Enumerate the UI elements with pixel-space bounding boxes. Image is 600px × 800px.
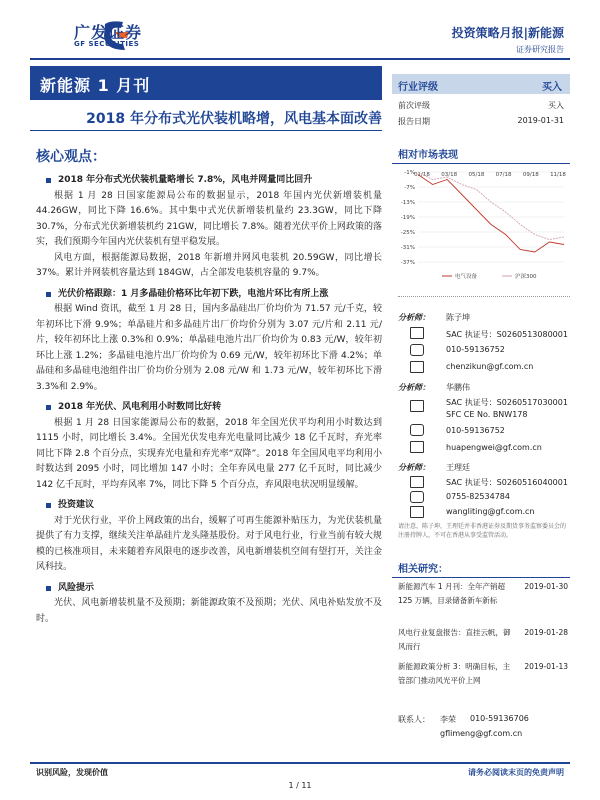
x-tick-label: 01/18 xyxy=(414,172,430,178)
rating-label: 行业评级 xyxy=(398,82,438,93)
phone-icon xyxy=(410,424,424,436)
analyst-phone: 010-59136752 xyxy=(446,345,505,354)
report-date-label: 报告日期 xyxy=(398,117,430,126)
related-item-date: 2019-01-13 xyxy=(524,662,568,671)
footer-disclaimer: 请务必阅读末页的免责声明 xyxy=(468,768,564,777)
core-views-body xyxy=(36,168,382,627)
id-card-icon xyxy=(410,476,424,488)
market-title: 相对市场表现 xyxy=(392,146,570,164)
analyst-name: 王理廷 xyxy=(446,463,470,472)
analyst-id: SAC 执证号：S0260513080001 xyxy=(446,330,568,339)
related-item-date: 2019-01-30 xyxy=(524,582,568,591)
contact-email[interactable]: gflimeng@gf.com.cn xyxy=(440,729,523,738)
contact-name: 李荣 xyxy=(440,715,456,724)
y-tick-label: -7% xyxy=(404,185,415,191)
section-heading: 风险提示 xyxy=(36,581,382,597)
report-date-value: 2019-01-31 xyxy=(517,116,564,125)
id-card-icon xyxy=(410,400,424,412)
report-title: 新能源 1 月刊 xyxy=(40,76,151,95)
analyst-role: 分析师： xyxy=(398,463,430,472)
analyst-email[interactable]: wangliting@gf.com.cn xyxy=(446,507,535,516)
x-tick-label: 09/18 xyxy=(522,172,539,178)
phone-icon xyxy=(410,344,424,356)
section-paragraph: 根据 Wind 资讯，截至 1 月 28 日，国内多晶硅出厂价均价为 71.57 元/千克，较年初环比下滑 9.9%；单晶硅片和多晶硅片出厂价均价分别为 3.07 元/片和 2.11 元/片，较年初环比上涨 0.3%和 0.9%；单晶硅电池片出厂价均价为 0.83 元/W，较年初环比上涨 1.2%；多晶硅电池片出厂价均价为 0.69 元/W，较年初环比下滑 4.2%；单晶硅和多晶硅电池组件出厂价均价分别为 2.08 元/W 和 1.73 元/W，较年初环比下滑 3.3%和 2.9%。 xyxy=(36,304,382,392)
related-item[interactable] xyxy=(398,580,568,608)
contact-phone: 010-59136706 xyxy=(470,714,529,723)
analyst-email[interactable]: chenzikun@gf.com.cn xyxy=(446,362,534,371)
related-research-title: 相关研究： xyxy=(392,560,570,578)
phone-icon xyxy=(410,491,424,503)
analyst-phone: 0755-82534784 xyxy=(446,492,510,501)
core-views-title: 核心观点： xyxy=(36,149,106,165)
section-heading: 投资建议 xyxy=(36,498,382,514)
related-item[interactable] xyxy=(398,626,568,654)
related-item[interactable] xyxy=(398,660,568,688)
section-paragraph: 根据 1 月 28 日国家能源局公布的数据显示，2018 年国内光伏新增装机量 44.26GW，同比下降 16.6%。其中集中式光伏新增装机量约 23.3GW，同比下降 30.7%，分布式光伏新增装机约 21GW，同比增长 7.8%。随着光伏平价上网政策的落实，我们预期今年国内光伏装机有望平稳发展。 xyxy=(36,190,382,247)
related-item-date: 2019-01-28 xyxy=(524,628,568,637)
analyst-id: SAC 执证号：S0260516040001 xyxy=(446,478,568,487)
divider xyxy=(398,296,570,297)
report-date-row xyxy=(398,116,564,127)
logo-text-cn: 广发证券 xyxy=(74,23,143,42)
logo-text-en: GF SECURITIES xyxy=(74,40,140,48)
x-tick-label: 03/18 xyxy=(441,172,458,178)
y-tick-label: -19% xyxy=(400,215,415,221)
analyst-name: 陈子坤 xyxy=(446,313,470,322)
section-heading: 光伏价格跟踪：1 月多晶硅价格环比年初下跌，电池片环比有所上涨 xyxy=(36,287,382,303)
series-line-0 xyxy=(418,175,564,253)
section-paragraph: 对于光伏行业，平价上网政策的出台，缓解了可再生能源补贴压力，为光伏装机量提供了有力支撑，继续关注单晶硅片龙头隆基股份。对于风电行业，行业当前有较大规模的已核准项目，未来随着弃风限电的逐步改善，风电新增装机空间有望打开，关注金风科技。 xyxy=(36,515,382,572)
legend-label: 沪深300 xyxy=(515,274,537,280)
y-tick-label: -1% xyxy=(404,170,415,176)
page-number: 1 / 11 xyxy=(288,781,312,790)
analyst-role: 分析师： xyxy=(398,313,430,322)
section-heading: 2018 年分布式光伏装机量略增长 7.8%，风电并网量同比回升 xyxy=(36,173,382,189)
prev-rating-value: 买入 xyxy=(548,101,564,110)
y-tick-label: -31% xyxy=(400,245,415,251)
report-subtitle: 2018 年分布式光伏装机略增，风电基本面改善 xyxy=(86,111,382,127)
section-paragraph: 光伏、风电新增装机量不及预期；新能源政策不及预期；光伏、风电补贴发放不及时。 xyxy=(36,598,382,624)
rating-value: 买入 xyxy=(542,82,562,93)
analyst-email[interactable]: huapengwei@gf.com.cn xyxy=(446,443,542,452)
id-card-icon xyxy=(410,327,424,339)
analyst-name: 华鹏伟 xyxy=(446,383,470,392)
analyst-block xyxy=(398,296,570,516)
related-item-text[interactable]: 新能源汽车 1 月刊：全年产销超 125 万辆，目录储备新车新标 xyxy=(398,582,506,605)
email-icon xyxy=(410,441,424,453)
legend-label: 电气设备 xyxy=(455,274,478,280)
contact-label: 联系人： xyxy=(398,715,430,724)
email-icon xyxy=(410,361,424,373)
report-type: 证券研究报告 xyxy=(516,45,564,54)
title-bar xyxy=(30,66,382,100)
x-tick-label: 11/18 xyxy=(550,172,566,178)
email-icon xyxy=(410,506,424,518)
analyst-phone: 010-59136752 xyxy=(446,426,505,435)
market-performance-chart xyxy=(392,166,570,286)
footer-divider xyxy=(30,762,570,764)
y-tick-label: -13% xyxy=(400,200,415,206)
section-paragraph: 根据 1 月 28 日国家能源局公布的数据，2018 年全国光伏平均利用小时数达到 1115 小时，同比增长 3.4%。全国光伏发电弃光电量同比减少 18 亿千瓦时，弃光率同比下降 2.8 个百分点，实现弃光电量和弃光率“双降”。2018 年全国风电平均利用小时数达到 2095 小时，同比增加 147 小时；全年弃风电量 277 亿千瓦时，同比减少 142 亿千瓦时，平均弃风率 7%，同比下降 5 个百分点，弃风限电状况明显缓解。 xyxy=(36,417,382,490)
report-category: 投资策略月报|新能源 xyxy=(451,26,564,40)
x-tick-label: 05/18 xyxy=(468,172,485,178)
prev-rating-row xyxy=(398,100,564,111)
header-divider xyxy=(30,58,570,60)
rating-bar xyxy=(392,74,570,94)
analyst-id: SAC 执证号：S0260517030001 xyxy=(446,398,568,407)
related-item-text[interactable]: 风电行业复盘报告：直挂云帆，御风而行 xyxy=(398,628,511,651)
x-tick-label: 07/18 xyxy=(495,172,512,178)
y-tick-label: -37% xyxy=(400,260,415,266)
y-tick-label: -25% xyxy=(400,230,415,236)
related-item-text[interactable]: 新能源政策分析 3：明确目标，主管部门推动风光平价上网 xyxy=(398,662,511,685)
footer-slogan: 识别风险，发现价值 xyxy=(36,768,108,777)
prev-rating-label: 前次评级 xyxy=(398,101,430,110)
section-heading: 2018 年光伏、风电利用小时数同比好转 xyxy=(36,400,382,416)
analyst-sfc-id: SFC CE No. BNW178 xyxy=(446,410,528,419)
subtitle-divider xyxy=(30,130,382,131)
analyst-role: 分析师： xyxy=(398,383,430,392)
analyst-note: 请注意，陈子坤，王理廷并非香港证券及期货事务监察委员会的注册持牌人，不可在香港从事受监管活动。 xyxy=(398,523,567,539)
section-paragraph: 风电方面，根据能源局数据，2018 年新增并网风电装机 20.59GW，同比增长 37%。累计并网装机容量达到 184GW，占全部发电装机容量的 9.7%。 xyxy=(36,252,382,278)
